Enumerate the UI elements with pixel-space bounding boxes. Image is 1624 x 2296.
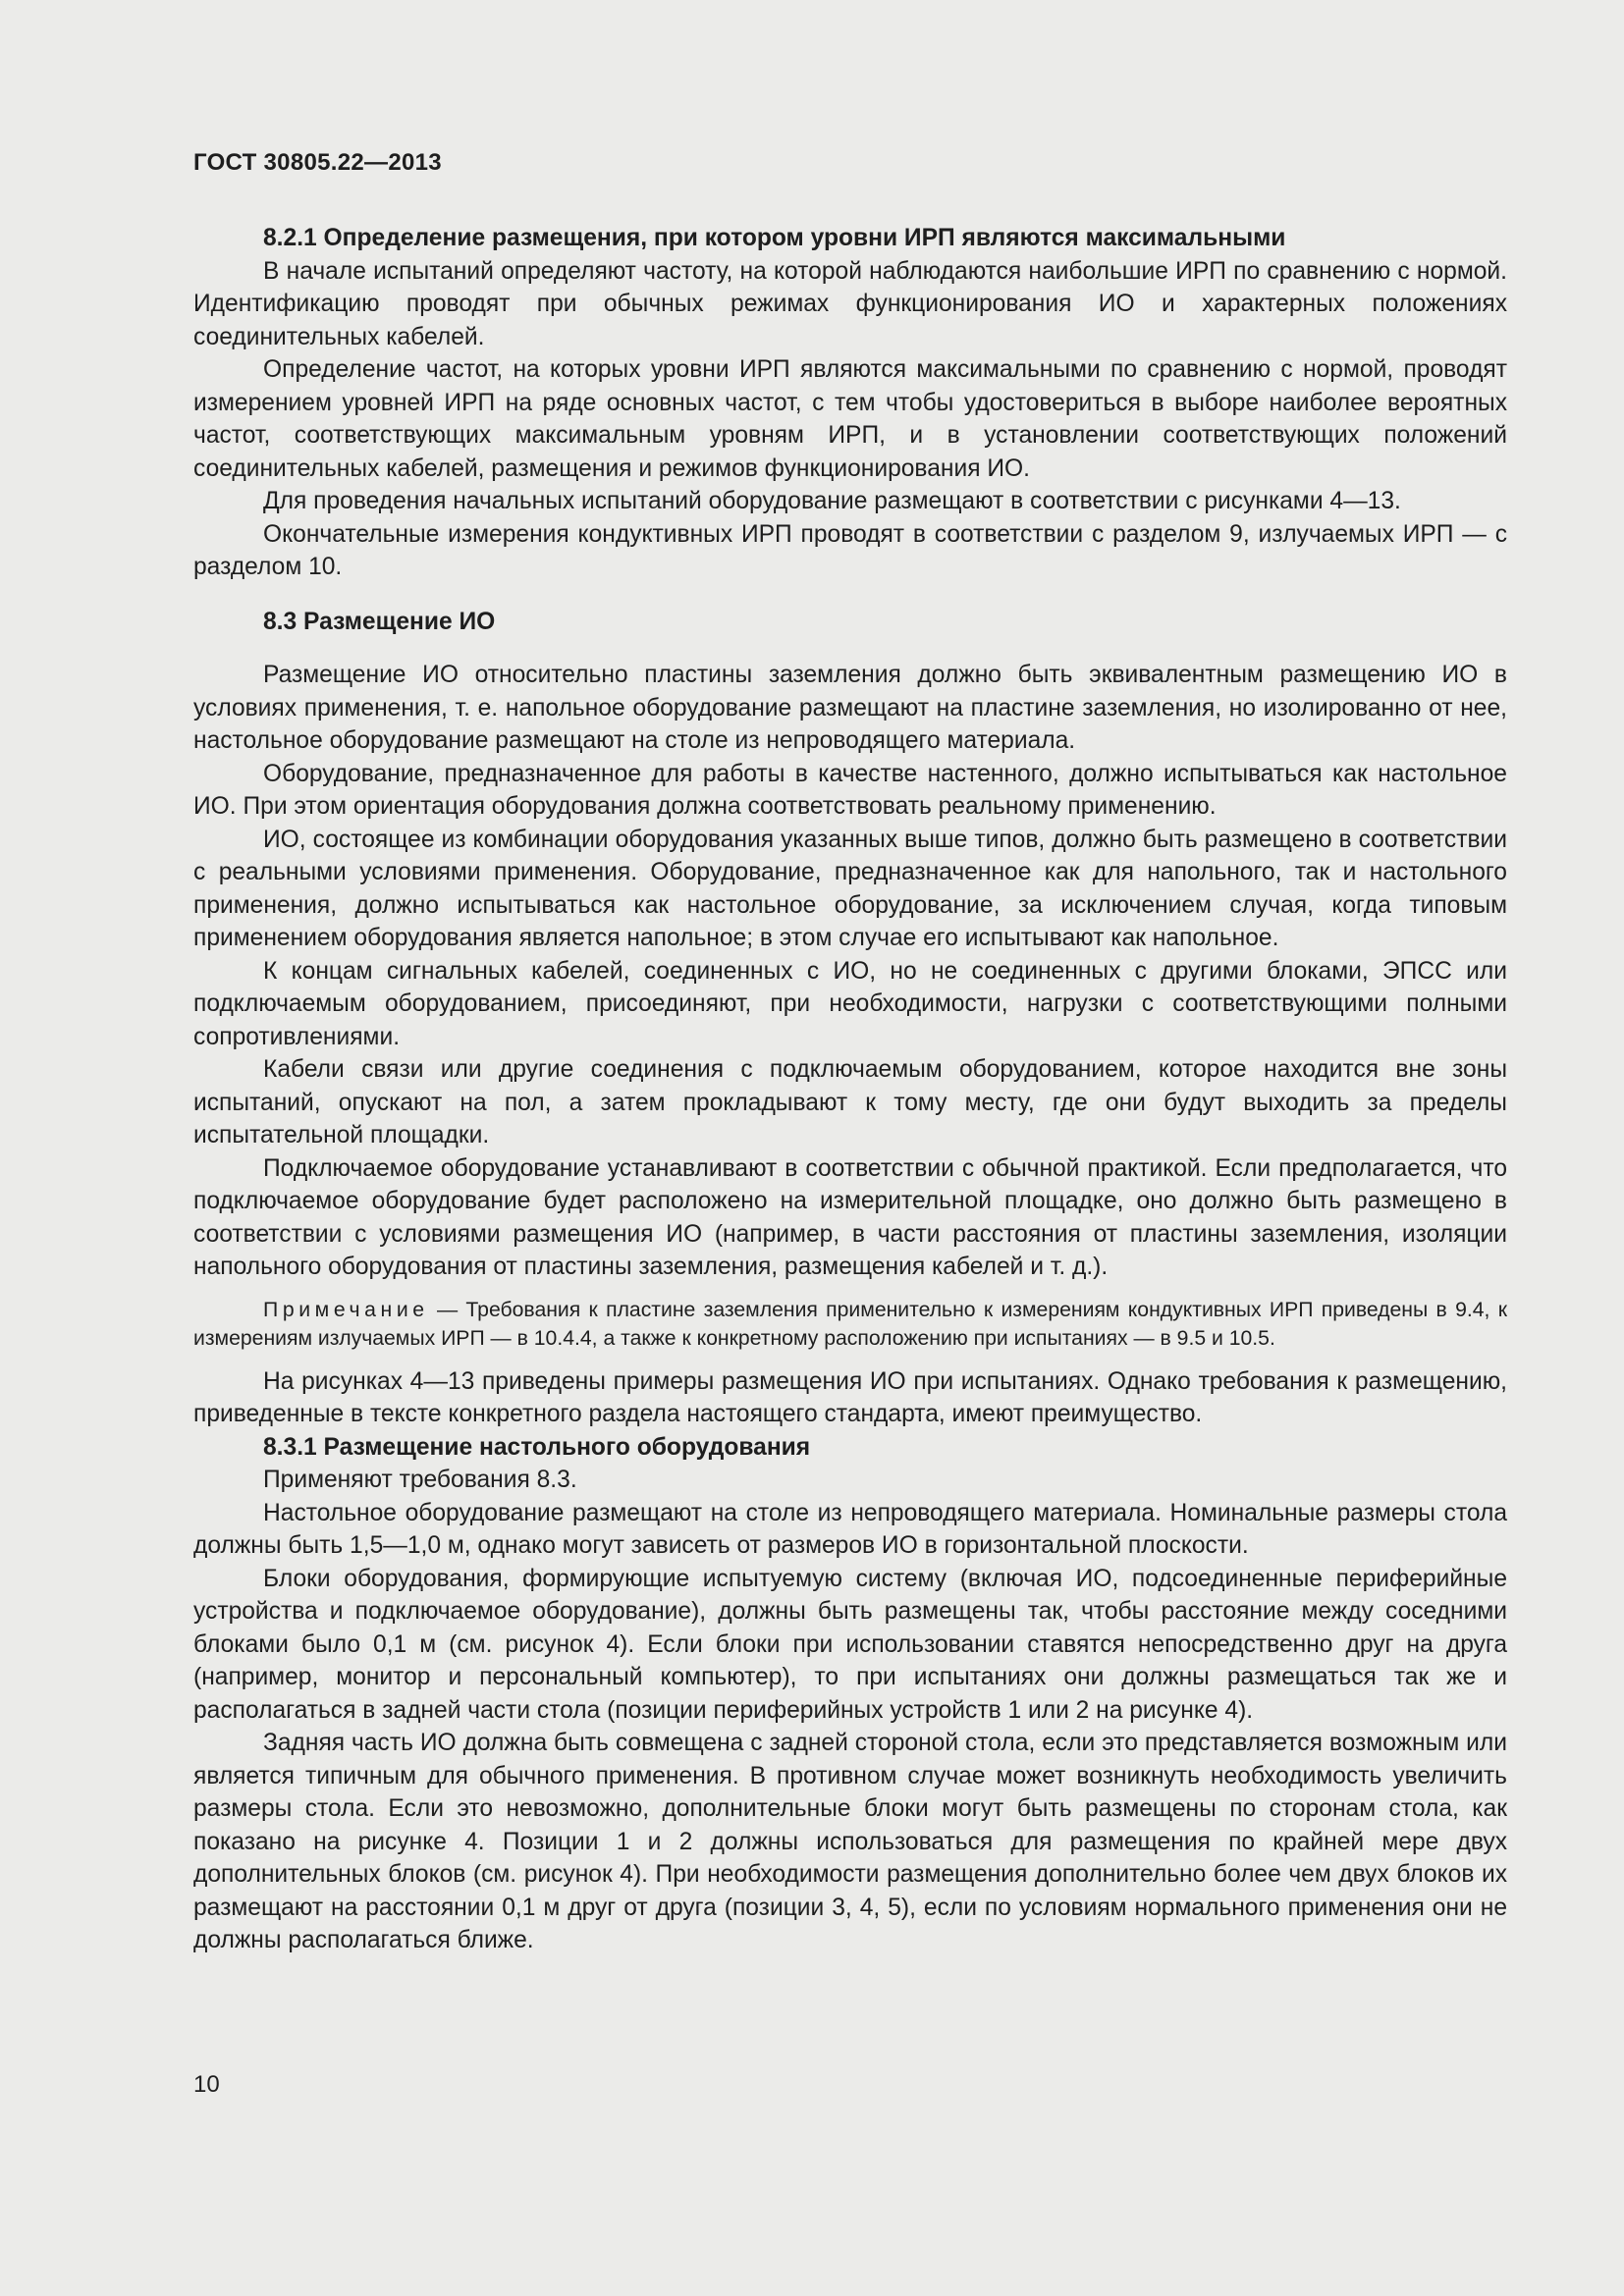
page-body — [193, 222, 1507, 1957]
section-heading-8-2-1: 8.2.1 Определение размещения, при котором уровни ИРП являются максимальными — [263, 225, 1286, 251]
note-label: Примечание — [263, 1298, 429, 1321]
paragraph: Задняя часть ИО должна быть совмещена с задней стороной стола, если это представляется возможным или является типичным для обычного применения. В противном случае может возникнуть необходимость увеличить размеры стола. Если это невозможно, дополнительные блоки могут быть размещены по сторонам стола, как показано на рисунке 4. Позиции 1 и 2 должны использоваться для размещения по крайней мере двух дополнительных блоков (см. рисунок 4). При необходимости размещения дополнительно более чем двух блоков их размещают на расстоянии 0,1 м друг от друга (позиции 3, 4, 5), если по условиям нормального применения они не должны располагаться ближе. — [193, 1730, 1507, 1953]
note — [193, 1296, 1507, 1353]
paragraph: На рисунках 4—13 приведены примеры размещения ИО при испытаниях. Однако требования к размещению, приведенные в тексте конкретного раздела настоящего стандарта, имеют преимущество. — [193, 1367, 1507, 1427]
page-number: 10 — [193, 2071, 220, 2098]
paragraph: Блоки оборудования, формирующие испытуемую систему (включая ИО, подсоединенные периферийные устройства и подключаемое оборудование), должны быть размещены так, чтобы расстояние между соседними блоками было 0,1 м (см. рисунок 4). Если блоки при использовании ставятся непосредственно друг на друга (например, монитор и персональный компьютер), то при испытаниях они должны размещаться так же и располагаться в задней части стола (позиции периферийных устройств 1 или 2 на рисунке 4). — [193, 1565, 1507, 1724]
section-heading-8-3-1: 8.3.1 Размещение настольного оборудования — [263, 1433, 811, 1461]
section-heading-8-3: 8.3 Размещение ИО — [263, 608, 496, 635]
paragraph: Подключаемое оборудование устанавливают в соответствии с обычной практикой. Если предполагается, что подключаемое оборудование будет расположено на измерительной площадке, оно должно быть размещено в соответствии с условиями размещения ИО (например, в части расстояния от пластины заземления, изоляции напольного оборудования от пластины заземления, размещения кабелей и т. д.). — [193, 1154, 1507, 1280]
paragraph: ИО, состоящее из комбинации оборудования указанных выше типов, должно быть размещено в соответствии с реальными условиями применения. Оборудование, предназначенное как для напольного, так и настольного применения, должно испытываться как настольное оборудование, за исключением случая, когда типовым применением оборудования является напольное; в этом случае его испытывают как напольное. — [193, 826, 1507, 951]
paragraph: Размещение ИО относительно пластины заземления должно быть эквивалентным размещению ИО в условиях применения, т. е. напольное оборудование размещают на пластине заземления, но изолированно от нее, настольное оборудование размещают на столе из непроводящего материала. — [193, 662, 1507, 754]
paragraph: Для проведения начальных испытаний оборудование размещают в соответствии с рисунками 4—13. — [263, 488, 1401, 514]
paragraph: В начале испытаний определяют частоту, на которой наблюдаются наибольшие ИРП по сравнению с нормой. Идентификацию проводят при обычных режимах функционирования ИО и характерных положениях соединительных кабелей. — [193, 257, 1507, 350]
paragraph: К концам сигнальных кабелей, соединенных с ИО, но не соединенных с другими блоками, ЭПСС или подключаемым оборудованием, присоединяют, при необходимости, нагрузки с соответствующими полными сопротивлениями. — [193, 957, 1507, 1050]
paragraph: Настольное оборудование размещают на столе из непроводящего материала. Номинальные размеры стола должны быть 1,5—1,0 м, однако могут зависеть от размеров ИО в горизонтальной плоскости. — [193, 1499, 1507, 1559]
paragraph: Окончательные измерения кондуктивных ИРП проводят в соответствии с разделом 9, излучаемых ИРП — с разделом 10. — [193, 520, 1507, 580]
paragraph: Оборудование, предназначенное для работы в качестве настенного, должно испытываться как настольное ИО. При этом ориентация оборудования должна соответствовать реальному применению. — [193, 760, 1507, 820]
note-text: — Требования к пластине заземления применительно к измерениям кондуктивных ИРП приведены в 9.4, к измерениям излучаемых ИРП — в 10.4.4, а также к конкретному расположению при испытаниях — в 9.5 и 10.5. — [193, 1298, 1507, 1350]
paragraph: Применяют требования 8.3. — [263, 1467, 577, 1493]
paragraph: Кабели связи или другие соединения с подключаемым оборудованием, которое находится вне зоны испытаний, опускают на пол, а затем прокладывают к тому месту, где они будут выходить за пределы испытательной площадки. — [193, 1056, 1507, 1148]
document-header: ГОСТ 30805.22—2013 — [193, 149, 442, 176]
paragraph: Определение частот, на которых уровни ИРП являются максимальными по сравнению с нормой, проводят измерением уровней ИРП на ряде основных частот, с тем чтобы удостовериться в выборе наиболее вероятных частот, соответствующих максимальным уровням ИРП, и в установлении соответствующих положений соединительных кабелей, размещения и режимов функционирования ИО. — [193, 356, 1507, 482]
